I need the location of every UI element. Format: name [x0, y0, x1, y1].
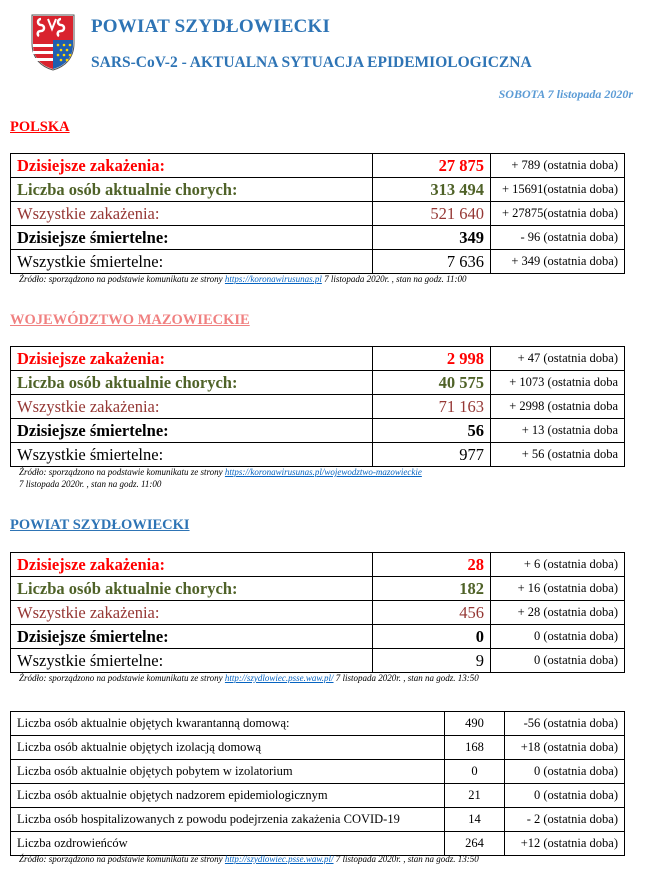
table-row — [11, 154, 625, 178]
table-row — [11, 250, 625, 274]
table-row — [11, 178, 625, 202]
row-change: 0 (ostatnia doba) — [491, 625, 625, 649]
row-value: 168 — [445, 736, 505, 760]
row-label: Liczba osób aktualnie objętych kwarantanną domową: — [11, 712, 445, 736]
row-value: 28 — [373, 553, 491, 577]
row-label: Liczba osób hospitalizowanych z powodu podejrzenia zakażenia COVID-19 — [11, 808, 445, 832]
source-note-mazowieckie — [19, 467, 422, 478]
row-change: + 349 (ostatnia doba) — [491, 250, 625, 274]
row-change: + 27875(ostatnia doba) — [491, 202, 625, 226]
source-date-mazowieckie: 7 listopada 2020r. , stan na godz. 11:00 — [19, 479, 162, 489]
row-value: 2 998 — [373, 347, 491, 371]
source-link[interactable]: https://koronawirusunas.pl — [224, 274, 322, 284]
row-label: Dzisiejsze zakażenia: — [11, 553, 373, 577]
table-row — [11, 202, 625, 226]
row-change: 0 (ostatnia doba) — [505, 760, 625, 784]
row-value: 71 163 — [373, 395, 491, 419]
stats-table-polska — [10, 153, 625, 274]
source-note-powiat — [19, 673, 479, 684]
table-row — [11, 347, 625, 371]
row-value: 9 — [373, 649, 491, 673]
row-label: Liczba osób aktualnie chorych: — [11, 577, 373, 601]
table-row — [11, 712, 625, 736]
source-text: Źródło: sporządzono na podstawie komunikatu ze strony — [19, 854, 225, 864]
row-label: Dzisiejsze śmiertelne: — [11, 625, 373, 649]
row-change: + 789 (ostatnia doba) — [491, 154, 625, 178]
row-label: Wszystkie śmiertelne: — [11, 649, 373, 673]
source-text: Źródło: sporządzono na podstawie komunikatu ze strony — [19, 673, 225, 683]
row-change: -56 (ostatnia doba) — [505, 712, 625, 736]
row-change: + 15691(ostatnia doba) — [491, 178, 625, 202]
table-row — [11, 443, 625, 467]
source-note-polska — [19, 274, 466, 285]
table-row — [11, 784, 625, 808]
row-change: +12 (ostatnia doba) — [505, 832, 625, 856]
source-date: 7 listopada 2020r. , stan na godz. 13:50 — [333, 673, 479, 683]
row-value: 0 — [445, 760, 505, 784]
row-label: Wszystkie zakażenia: — [11, 601, 373, 625]
row-value: 521 640 — [373, 202, 491, 226]
row-value: 313 494 — [373, 178, 491, 202]
source-text: Źródło: sporządzono na podstawie komunikatu ze strony — [19, 274, 225, 284]
row-change: + 13 (ostatnia doba — [491, 419, 625, 443]
source-date: 7 listopada 2020r. , stan na godz. 13:50 — [333, 854, 479, 864]
table-row — [11, 371, 625, 395]
row-value: 490 — [445, 712, 505, 736]
source-link[interactable]: http://szydlowiec.psse.waw.pl/ — [224, 854, 334, 864]
table-row — [11, 832, 625, 856]
source-link[interactable]: http://szydlowiec.psse.waw.pl/ — [224, 673, 334, 683]
table-row — [11, 395, 625, 419]
row-value: 27 875 — [373, 154, 491, 178]
row-value: 40 575 — [373, 371, 491, 395]
row-value: 456 — [373, 601, 491, 625]
row-change: + 2998 (ostatnia doba — [491, 395, 625, 419]
row-value: 349 — [373, 226, 491, 250]
row-change: + 56 (ostatnia doba — [491, 443, 625, 467]
row-label: Liczba osób aktualnie objętych izolacją domową — [11, 736, 445, 760]
row-label: Liczba osób aktualnie chorych: — [11, 371, 373, 395]
row-change: +18 (ostatnia doba) — [505, 736, 625, 760]
coat-of-arms-icon — [30, 13, 76, 71]
row-change: + 6 (ostatnia doba) — [491, 553, 625, 577]
row-label: Liczba osób aktualnie objętych nadzorem epidemiologicznym — [11, 784, 445, 808]
stats-table-powiat — [10, 552, 625, 673]
row-value: 56 — [373, 419, 491, 443]
row-label: Wszystkie zakażenia: — [11, 395, 373, 419]
row-value: 182 — [373, 577, 491, 601]
section-title-mazowieckie: WOJEWÓDZTWO MAZOWIECKIE — [10, 312, 250, 328]
row-label: Wszystkie zakażenia: — [11, 202, 373, 226]
page-subtitle: SARS-CoV-2 - AKTUALNA SYTUACJA EPIDEMIOLOGICZNA — [91, 54, 532, 71]
table-row — [11, 601, 625, 625]
row-label: Liczba osób aktualnie objętych pobytem w izolatorium — [11, 760, 445, 784]
row-label: Dzisiejsze śmiertelne: — [11, 226, 373, 250]
row-change: 0 (ostatnia doba) — [505, 784, 625, 808]
section-title-polska: POLSKA — [10, 119, 70, 135]
row-label: Dzisiejsze zakażenia: — [11, 347, 373, 371]
section-title-powiat: POWIAT SZYDŁOWIECKI — [10, 517, 190, 533]
row-change: 0 (ostatnia doba) — [491, 649, 625, 673]
row-value: 264 — [445, 832, 505, 856]
row-value: 14 — [445, 808, 505, 832]
row-value: 21 — [445, 784, 505, 808]
row-label: Wszystkie śmiertelne: — [11, 443, 373, 467]
row-change: - 96 (ostatnia doba) — [491, 226, 625, 250]
table-row — [11, 808, 625, 832]
source-note-extra — [19, 854, 479, 865]
table-row — [11, 625, 625, 649]
page-title: POWIAT SZYDŁOWIECKI — [91, 16, 331, 37]
row-label: Liczba osób aktualnie chorych: — [11, 178, 373, 202]
row-label: Liczba ozdrowieńców — [11, 832, 445, 856]
row-change: + 28 (ostatnia doba) — [491, 601, 625, 625]
table-row — [11, 553, 625, 577]
row-label: Dzisiejsze zakażenia: — [11, 154, 373, 178]
table-row — [11, 226, 625, 250]
row-label: Dzisiejsze śmiertelne: — [11, 419, 373, 443]
source-text: Źródło: sporządzono na podstawie komunikatu ze strony — [19, 467, 225, 477]
row-label: Wszystkie śmiertelne: — [11, 250, 373, 274]
row-change: + 16 (ostatnia doba) — [491, 577, 625, 601]
table-row — [11, 649, 625, 673]
row-value: 977 — [373, 443, 491, 467]
report-date: SOBOTA 7 listopada 2020r — [498, 87, 633, 101]
row-change: + 47 (ostatnia doba) — [491, 347, 625, 371]
source-link[interactable]: https://koronawirusunas.pl/wojewodztwo-mazowieckie — [224, 467, 422, 477]
table-row — [11, 419, 625, 443]
table-row — [11, 760, 625, 784]
row-value: 7 636 — [373, 250, 491, 274]
table-row — [11, 577, 625, 601]
row-change: + 1073 (ostatnia doba — [491, 371, 625, 395]
stats-table-mazowieckie — [10, 346, 625, 467]
row-value: 0 — [373, 625, 491, 649]
row-change: - 2 (ostatnia doba) — [505, 808, 625, 832]
stats-table-extra — [10, 711, 625, 856]
source-date: 7 listopada 2020r. , stan na godz. 11:00 — [321, 274, 467, 284]
table-row — [11, 736, 625, 760]
